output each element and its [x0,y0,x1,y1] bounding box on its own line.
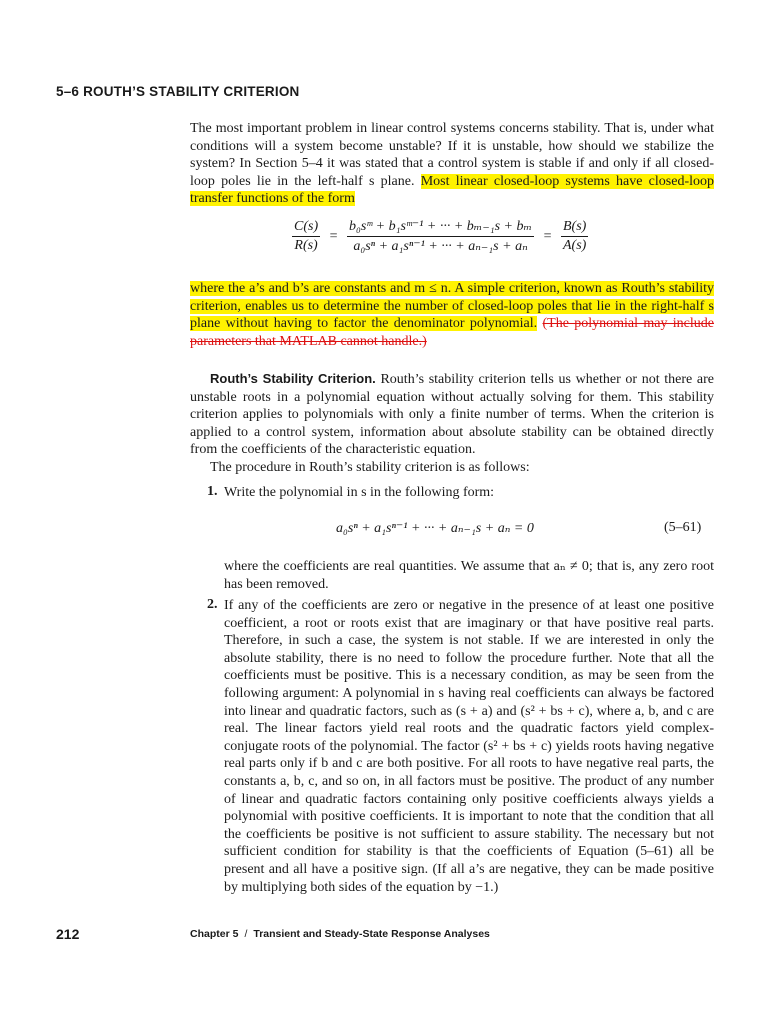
page-number: 212 [56,926,80,942]
mid-denominator: a₀sⁿ + a₁sⁿ⁻¹ + ··· + aₙ₋₁s + aₙ [353,239,528,254]
procedure-line: The procedure in Routh’s stability criterion is as follows: [210,460,530,475]
equation-number: (5–61) [664,520,702,535]
mid-fraction [347,218,534,255]
after-equation-highlight: where the a’s and b’s are constants and m ≤ n. A simple criterion, known as Routh’s stability criterion, enables us to determine the number of closed-loop poles that lie in the right-half s plane without having to factor the denominator polynomial. [190,281,714,332]
equals-sign-1: = [329,228,338,244]
rhs-numerator: B(s) [561,219,588,237]
equals-sign-2: = [543,228,552,244]
step-1-text: Write the polynomial in s in the following form: [224,485,495,500]
lhs-fraction [292,219,320,254]
lhs-denominator: R(s) [294,238,318,253]
step-1-number: 1. [207,484,218,499]
routh-paragraph [190,370,714,459]
footer-separator: / [244,928,248,940]
characteristic-equation: a₀sⁿ + a₁sⁿ⁻¹ + ··· + aₙ₋₁s + aₙ = 0 [336,521,534,536]
rhs-denominator: A(s) [563,238,587,253]
step-1-followup: where the coefficients are real quantities. We assume that aₙ ≠ 0; that is, any zero root has been removed. [224,559,714,592]
section-heading: 5–6 ROUTH’S STABILITY CRITERION [56,84,300,99]
routh-text: Routh’s stability criterion tells us whether or not there are unstable roots in a polynomial equation without actually solving for them. This stability criterion applies to polynomials with only a finite number of terms. When the criterion is applied to a control system, information about absolute stability can be obtained directly from the coefficients of the characteristic equation. [190,372,714,458]
step-2-text: If any of the coefficients are zero or negative in the presence of at least one positive coefficient, a root or roots exist that are imaginary or that have positive real parts. Therefore, in such a case, the system is not stable. If we are interested in only the absolute stability, there is no need to follow the procedure further. Note that all the coefficients must be positive. This is a necessary condition, as may be seen from the following argument: A polynomial in s having real coefficients can always be factored into linear and quadratic factors, such as (s + a) and (s² + bs + c), where a, b, and c are real. The linear factors yield real roots and the quadratic factors yield complex-conjugate roots of the polynomial. The factor (s² + bs + c) yields roots having negative real parts only if b and c are both positive. For all roots to have negative real parts, the constants a, b, c, and so on, in all factors must be positive. The product of any number of linear and quadratic factors containing only positive coefficients always yields a polynomial with positive coefficients. It is important to note that the condition that all the coefficients be positive is not sufficient to assure stability. The necessary but not sufficient condition for stability is that the coefficients of Equation (5–61) all be present and all have a positive sign. (If all a’s are negative, they can be made positive by multiplying both sides of the equation by −1.) [224,598,714,895]
transfer-function-equation [292,218,588,255]
routh-title: Routh’s Stability Criterion. [210,371,376,386]
step-2-number: 2. [207,597,218,612]
strikethrough-note: (The polynomial may include parameters that MATLAB cannot handle.) [190,316,714,349]
chapter-label: Chapter 5 [190,928,239,940]
rhs-fraction [561,219,588,254]
intro-highlight: Most linear closed-loop systems have closed-loop transfer functions of the form [190,173,715,207]
intro-text: The most important problem in linear control systems concerns stability. That is, under what conditions will a system become unstable? If it is unstable, how should we stabilize the system? In Section 5–4 it was stated that a control system is stable if and only if all closed-loop poles lie in the left-half s plane. [190,121,714,189]
running-footer [190,928,490,940]
lhs-numerator: C(s) [292,219,320,237]
mid-numerator: b₀sᵐ + b₁sᵐ⁻¹ + ··· + bₘ₋₁s + bₘ [347,218,534,237]
after-equation-paragraph [190,280,714,350]
chapter-title: Transient and Steady-State Response Analyses [253,928,490,940]
intro-paragraph [190,120,714,208]
